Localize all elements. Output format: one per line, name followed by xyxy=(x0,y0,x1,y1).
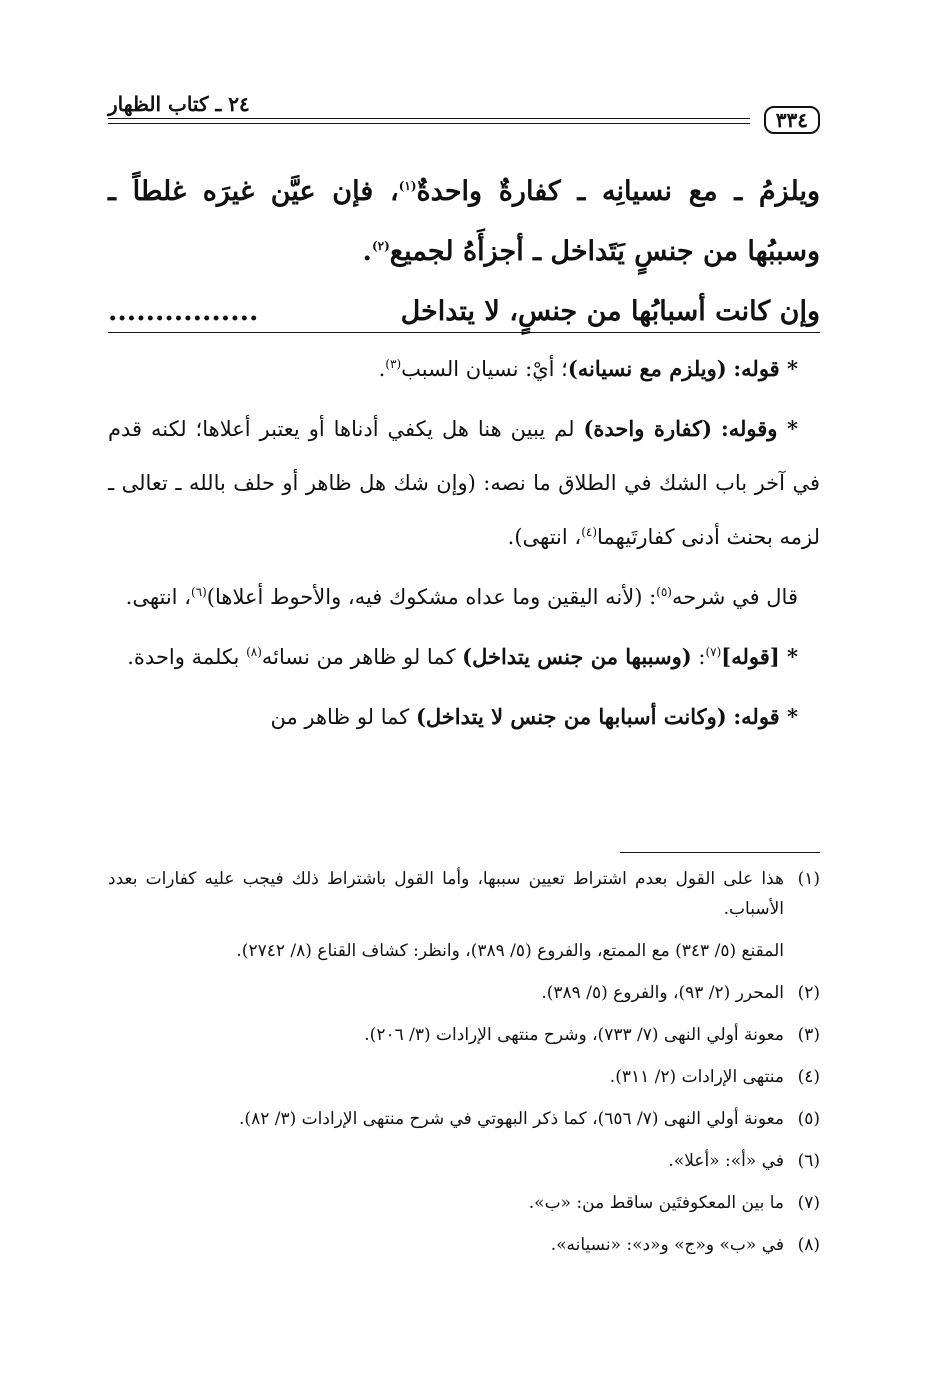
footnote-text: هذا على القول بعدم اشتراط تعيين سببها، وأما القول باشتراط ذلك فيجب عليه كفارات بعدد الأسباب. xyxy=(108,869,784,919)
commentary-paragraph xyxy=(108,342,820,396)
footnote-ref[interactable]: (٦) xyxy=(190,585,207,599)
commentary-quote: (وسببها من جنس يتداخل) xyxy=(462,644,692,669)
commentary-quote: (ويلزم مع نسيانه) xyxy=(567,356,727,381)
matn-paragraph xyxy=(108,162,820,282)
dot-leader: ................ xyxy=(108,296,259,327)
footnote-number: (٦) xyxy=(797,1151,820,1171)
footnotes xyxy=(108,864,820,1272)
commentary-paragraph xyxy=(108,402,820,564)
footnote-text: ما بين المعكوفتَين ساقط من: «ب». xyxy=(528,1193,784,1213)
footnote-number: (٣) xyxy=(797,1025,820,1045)
footnote-number: (٨) xyxy=(797,1235,820,1255)
commentary-body: ، انتهى. xyxy=(125,585,191,609)
footnote-number: (٧) xyxy=(797,1193,820,1213)
commentary-lead: * [قوله] xyxy=(721,644,798,669)
commentary-body: كما لو ظاهر من xyxy=(270,705,416,729)
matn-paragraph-2 xyxy=(108,282,820,342)
footnote-text: معونة أولي النهى (٧/ ٦٥٦)، كما ذكر البهوتي في شرح منتهى الإرادات (٣/ ٨٢). xyxy=(239,1109,784,1129)
footnote xyxy=(108,864,820,924)
chapter-title: ٢٤ ـ كتاب الظهار xyxy=(108,92,250,116)
matn-line: ويلزمُ ـ مع نسيانِه ـ كفارةٌ واحدةٌ xyxy=(416,176,820,207)
matn-divider xyxy=(108,332,820,333)
commentary-body: ، انتهى). xyxy=(507,525,582,549)
footnote-text: معونة أولي النهى (٧/ ٧٣٣)، وشرح منتهى الإرادات (٣/ ٢٠٦). xyxy=(364,1025,784,1045)
footnote xyxy=(108,1104,820,1134)
commentary-paragraph xyxy=(108,690,820,744)
footnote-continuation: المقنع (٥/ ٣٤٣) مع الممتع، والفروع (٥/ ٣٨٩)، وانظر: كشاف القناع (٨/ ٢٧٤٢). xyxy=(236,941,784,961)
commentary-lead: * وقوله: xyxy=(721,416,798,441)
footnote xyxy=(108,1020,820,1050)
footnote-text: في «ب» و«ج» و«د»: «نسيانه». xyxy=(550,1235,784,1255)
page-header xyxy=(108,92,820,136)
footnote-ref[interactable]: (٤) xyxy=(581,525,598,539)
commentary-body: كما لو ظاهر من نسائه xyxy=(261,645,463,669)
matn-line: ، فإن عيَّن غيرَه غلطاً ـ وسببُها من جنسٍ يَتَداخل ـ أجزأَهُ لجميع xyxy=(108,176,820,267)
matn-line: وإن كانت أسبابُها من جنسٍ، لا يتداخل xyxy=(400,296,820,327)
commentary-lead: * قوله: xyxy=(733,704,798,729)
footnote xyxy=(108,978,820,1008)
footnote-ref[interactable]: (١) xyxy=(398,179,417,193)
footnote xyxy=(108,1188,820,1218)
footnote-number: (٢) xyxy=(797,983,820,1003)
commentary-quote: (وكانت أسبابها من جنس لا يتداخل) xyxy=(415,704,727,729)
commentary-paragraph xyxy=(108,630,820,684)
header-rule xyxy=(108,118,750,124)
footnote-number: (١) xyxy=(797,869,820,889)
footnote-ref[interactable]: (٢) xyxy=(371,239,390,253)
footnote-rule xyxy=(620,852,820,853)
commentary-lead: * قوله: xyxy=(733,356,798,381)
footnote xyxy=(108,1146,820,1176)
footnote xyxy=(108,1230,820,1260)
footnote-ref[interactable]: (٣) xyxy=(385,357,402,371)
commentary-paragraph xyxy=(108,570,820,624)
commentary-body: . xyxy=(378,357,386,381)
footnote-number: (٤) xyxy=(797,1067,820,1087)
footnote-ref[interactable]: (٧) xyxy=(705,645,722,659)
matn-text xyxy=(108,162,820,342)
book-page xyxy=(108,92,820,1332)
footnote-ref[interactable]: (٨) xyxy=(246,645,262,659)
matn-line: . xyxy=(362,236,372,267)
footnote-text: في «أ»: «أعلا». xyxy=(668,1151,784,1171)
footnote-text: المحرر (٢/ ٩٣)، والفروع (٥/ ٣٨٩). xyxy=(541,983,784,1003)
footnote xyxy=(108,1062,820,1092)
commentary-body: لم يبين هنا هل يكفي أدناها أو يعتبر أعلاها؛ لكنه قدم في آخر باب الشك في الطلاق ما نصه: (وإن شك هل ظاهر أو حلف بالله ـ تعالى ـ لزمه بحنث أدنى كفارتَيهما xyxy=(108,417,820,549)
commentary-body: بكلمة واحدة. xyxy=(127,645,247,669)
commentary-body: قال في شرحه xyxy=(671,585,798,609)
commentary-body: ؛ أيْ: نسيان السبب xyxy=(401,357,568,381)
commentary-body: : (لأنه اليقين وما عداه مشكوك فيه، والأحوط أعلاها) xyxy=(206,585,657,609)
footnote-text: منتهى الإرادات (٢/ ٣١١). xyxy=(609,1067,784,1087)
commentary-quote: (كفارة واحدة) xyxy=(583,416,713,441)
commentary-body: : xyxy=(691,645,706,669)
footnote-ref[interactable]: (٥) xyxy=(656,585,672,599)
commentary-text xyxy=(108,342,820,750)
page-number: ٣٣٤ xyxy=(764,106,820,134)
footnote-number: (٥) xyxy=(797,1109,820,1129)
